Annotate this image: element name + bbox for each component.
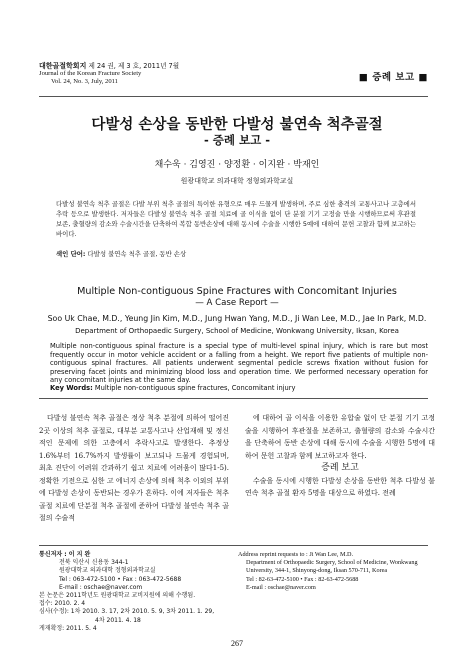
reprint-line: E-mail : oschae@naver.com [246, 583, 316, 591]
korean-title: 다발성 손상을 동반한 다발성 불연속 척추골절 [91, 117, 383, 133]
address-line: 전북 익산시 신용동 344-1 [59, 559, 129, 567]
english-affiliation: Department of Orthopaedic Surgery, School of Medicine, Wonkwang University, Iksan, Korea [75, 327, 399, 335]
accepted-date: 게재확정: 2011. 5. 4 [39, 624, 97, 632]
journal-korean-name: 대한골절학회지 [39, 62, 87, 70]
korean-keywords [56, 249, 186, 258]
footnote-english [238, 551, 438, 592]
correspondence-label: 통신저자 : 이 지 완 [39, 551, 91, 558]
korean-keywords-label: 색인 단어: [56, 250, 86, 258]
section-heading: 증례 보고 [321, 463, 359, 473]
address-line: 원광대학교 의과대학 정형외과학교실 [59, 567, 156, 575]
journal-english-volume: Vol. 24, No. 3, July, 2011 [51, 78, 118, 85]
body-paragraph: 에 대하여 골 이식을 이용한 유합술 없이 단 분절 기기 고정술을 시행하여 후관절을 보존하고, 출혈량의 감소와 수술시간을 단축하여 동반 손상에 대해 동시에 수술을 시행한 5명에 대하여 문헌 고찰과 함께 보고하고자 한다. [245, 414, 435, 460]
body-column-left [39, 412, 229, 525]
body-column-right [245, 412, 435, 500]
korean-affiliation: 원광대학교 의과대학 정형외과학교실 [180, 177, 294, 185]
article-type-badge: ■ 증례 보고 ■ [358, 72, 428, 83]
review-dates: 심사(수정): 1차 2010. 3. 17, 2차 2010. 5. 9, 3차 2011. 1. 29, [39, 608, 215, 616]
tel-fax: Tel : 063-472-5100 • Fax : 063-472-5688 [59, 575, 182, 583]
korean-abstract: 다발성 불연속 척추 골절은 다발 부위 척추 골절의 특이한 유형으로 매우 드물게 발생하며, 주로 심한 충격의 교통사고나 고층에서 추락 등으로 발생한다. 저자들은 다발성 불연속 척추 골절 치료에 골 이식을 없이 단 분절 기기 고정술 만을 시행하므로써 후관절 보존, 출혈량의 감소와 수술시간을 단축하여 복합 동반손상에 대해 동시에 수술을 시행한 5예에 대하여 문헌 고찰과 함께 보고하는 바이다. [56, 200, 416, 238]
journal-english-name: Journal of the Korean Fracture Society [39, 70, 142, 77]
page-number: 267 [231, 639, 243, 648]
english-title: Multiple Non-contiguous Spine Fractures with Concomitant Injuries [77, 286, 397, 297]
received-date: 접수: 2010. 2. 4 [39, 600, 86, 608]
english-keywords-text: Multiple non-contiguous spine fractures, Concomitant injury [94, 384, 296, 392]
footnote-korean [39, 551, 229, 633]
body-paragraph: 수술을 동시에 시행한 다발성 손상을 동반한 척추 다발성 불연속 척추 골절 환자 5명을 대상으로 하였다. 전례 [245, 476, 435, 497]
abstract-divider [39, 398, 428, 399]
body-paragraph: 다발성 불연속 척추 골절은 정상 척추 분절에 의하여 떨어진 2곳 이상의 척추 골절로, 대부분 교통사고나 산업재해 및 정신적인 문제에 의한 고층에서 추락사고로 발생한다. 추정상 1.6%부터 16.7%까지 발생률이 보고되나 드물게 경험되며, 최초 진단이 어려워 간과하기 쉽고 치료에 어려움이 많다1-5). 정확한 기전으로 심한 고 에너지 손상에 의해 척추 이외의 부위에 다발성 손상이 동반되는 경우가 흔하다. 이에 저자들은 척추골절 치료에 단분절 척추 골절에 준하여 다발성 불연속 척추 골절의 수술적 [39, 414, 229, 522]
korean-keywords-text: 다발성 불연속 척추 골절, 동반 손상 [87, 250, 187, 258]
journal-header [39, 62, 179, 86]
english-abstract: Multiple non-contiguous spinal fracture is a special type of multi-level spinal injury, which is rare but most frequently occur in motor vehicle accident or a falling from a height. We report five patients of multiple non-contiguous spinal fractures. All patients underwent segmental pedicle screws fixation without fusion for preserving facet joints and minimizing blood loss and operation time. We performed necessary operation for any concomitant injuries at the same day. [50, 342, 428, 385]
header-divider [39, 96, 428, 97]
english-keywords-label: Key Words: [50, 384, 93, 392]
email: E-mail : oschae@naver.com [59, 583, 143, 591]
english-authors: Soo Uk Chae, M.D., Yeung Jin Kim, M.D., Jung Hwan Yang, M.D., Ji Wan Lee, M.D., Jae In Park, M.D. [47, 314, 427, 323]
english-keywords [50, 384, 296, 392]
korean-subtitle: - 증례 보고 - [204, 133, 270, 147]
reprint-line: Department of Orthopaedic Surgery, School of Medicine, Wonkwang [246, 559, 418, 567]
grant-note: 본 논문은 2011학년도 원광대학교 교비지원에 의해 수행됨. [39, 592, 196, 600]
journal-korean-volume: 제 24 권, 제 3 호, 2011년 7월 [88, 62, 180, 70]
footnote-divider [39, 545, 428, 546]
reprint-line: University, 344-1, Shinyong-dong, Iksan 570-711, Korea [246, 567, 388, 575]
reprint-line: Address reprint requests to : Ji Wan Lee, M.D. [238, 551, 354, 558]
reprint-line: Tel : 82-63-472-5100 • Fax : 82-63-472-5688 [246, 575, 359, 583]
korean-authors: 채수욱 · 김영진 · 양정환 · 이지완 · 박재인 [154, 160, 320, 170]
english-subtitle: — A Case Report — [195, 298, 279, 308]
review-dates-cont: 4차 2011. 4. 18 [95, 616, 141, 624]
